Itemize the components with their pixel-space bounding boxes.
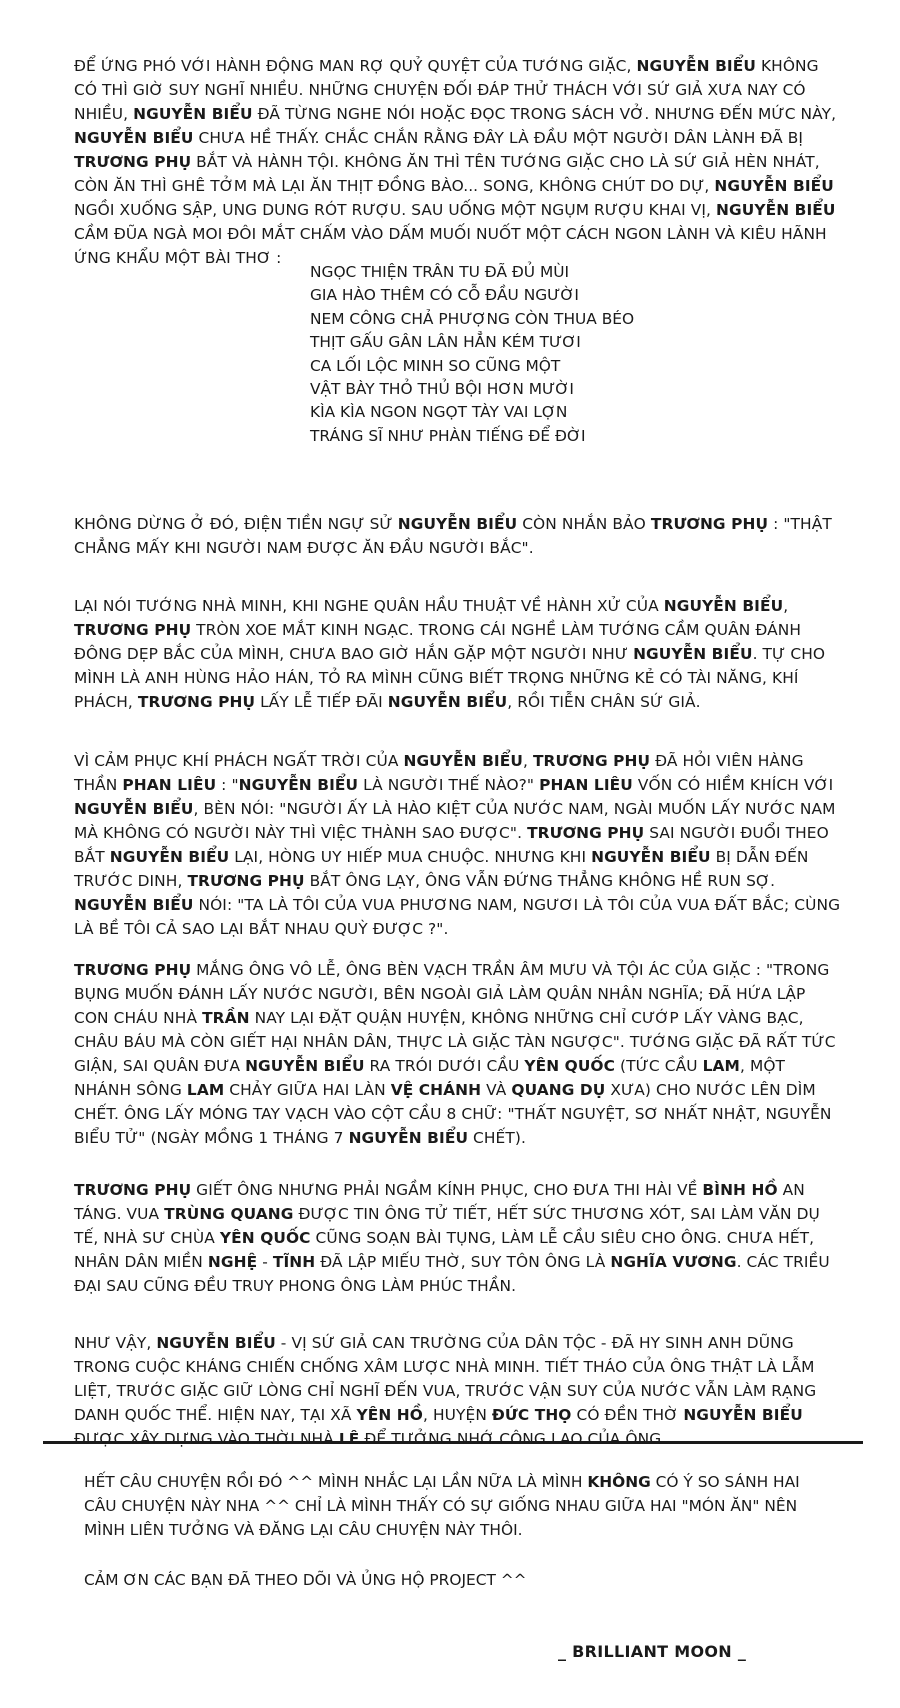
text-run: ĐƯỢC XÂY DỰNG VÀO THỜI NHÀ (74, 1430, 339, 1448)
bold-name: NGUYỄN BIỂU (348, 1129, 469, 1147)
text-run: , RỒI TIỄN CHÂN SỨ GIẢ. (507, 693, 701, 711)
text-run: ĐÃ HỎI VIÊN HÀNG THẦN (74, 752, 804, 794)
story-paragraph (74, 1331, 844, 1451)
text-run: - VỊ SỨ GIẢ CAN TRƯỜNG CỦA DÂN TỘC - ĐÃ HY SINH ANH DŨNG TRONG CUỘC KHÁNG CHIẾN CHỐNG XÂM LƯỢC NHÀ MINH. TIẾT THÁO CỦA ÔNG THẬT LÀ LẪM LIỆT, TRƯỚC GIẶC GIỮ LÒNG CHỈ NGHĨ ĐẾN VUA, TRƯỚC VẬN SUY CỦA NƯỚC VẪN LÀM RẠNG DANH QUỐC THỂ. HIỆN NAY, TẠI XÃ (74, 1334, 817, 1424)
bold-name: PHAN LIÊU (122, 776, 217, 794)
text-run: CÓ ĐỀN THỜ (571, 1406, 684, 1424)
text-run: NHƯ VẬY, (74, 1334, 157, 1352)
story-paragraph (74, 749, 844, 941)
text-run: NÓI: "TA LÀ TÔI CỦA VUA PHƯƠNG NAM, NGƯƠI LÀ TÔI CỦA VUA ĐẤT BẮC; CÙNG LÀ BỀ TÔI CẢ SAO LẠI BẮT NHAU QUỲ ĐƯỢC ?". (74, 896, 841, 938)
bold-name: NGUYỄN BIỂU (663, 597, 784, 615)
bold-name: YÊN HỒ (356, 1406, 423, 1424)
bold-name: NGUYỄN BIỂU (716, 201, 836, 219)
bold-name: NGHĨA VƯƠNG (610, 1253, 737, 1271)
bold-name: LAM (186, 1081, 225, 1099)
bold-name: PHAN LIÊU (539, 776, 633, 794)
text-run: ĐÃ TỪNG NGHE NÓI HOẶC ĐỌC TRONG SÁCH VỞ. NHƯNG ĐẾN MỨC NÀY, (252, 105, 837, 123)
text-run: ĐƯỢC TIN ÔNG TỬ TIẾT, HẾT SỨC THƯƠNG XÓT, SAI LÀM VĂN DỤ TẾ, NHÀ SƯ CHÙA (74, 1205, 820, 1247)
text-run: CHẢY GIỮA HAI LÀN (224, 1081, 391, 1099)
story-paragraph (74, 54, 844, 270)
bold-name: YÊN QUỐC (219, 1229, 311, 1247)
text-run: BỊ DẪN ĐẾN TRƯỚC DINH, (74, 848, 809, 890)
bold-name: NGUYỄN BIỂU (591, 848, 711, 866)
divider (43, 1441, 863, 1444)
text-run: LẠI, HÒNG UY HIẾP MUA CHUỘC. NHƯNG KHI (229, 848, 592, 866)
text-run: , BÈN NÓI: "NGƯỜI ẤY LÀ HÀO KIỆT CỦA NƯỚC NAM, NGÀI MUỐN LẤY NƯỚC NAM MÀ KHÔNG CÓ NGƯỜI NÀY THÌ VIỆC THÀNH SAO ĐƯỢC". (74, 800, 836, 842)
text-run: BẮT VÀ HÀNH TỘI. KHÔNG ĂN THÌ TÊN TƯỚNG GIẶC CHO LÀ SỨ GIẢ HÈN NHÁT, CÒN ĂN THÌ GHÊ TỞM MÀ LẠI ĂN THỊT ĐỒNG BÀO... SONG, KHÔNG CHÚT DO DỰ, (74, 153, 820, 195)
poem-line: NGỌC THIỆN TRÂN TU ĐÃ ĐỦ MÙI (310, 263, 570, 281)
text-run: (TỨC CẦU (615, 1057, 703, 1075)
poem-line: VẬT BÀY THỎ THỦ BỘI HƠN MƯỜI (310, 380, 574, 399)
text-run: CHẾT). (468, 1129, 526, 1147)
text-run: XƯA) CHO NƯỚC LÊN DÌM CHẾT. ÔNG LẤY MÓNG TAY VẠCH VÀO CỘT CẦU 8 CHỮ: "THẤT NGUYỆT, SƠ NHẤT NHẬT, NGUYỄN BIỂU TỬ" (NGÀY MỒNG 1 THÁNG 7 (74, 1081, 832, 1147)
story-paragraph (74, 512, 844, 560)
bold-name: QUANG DỤ (511, 1081, 606, 1099)
text-run: HẾT CÂU CHUYỆN RỒI ĐÓ ^^ MÌNH NHẮC LẠI LẦN NỮA LÀ MÌNH (84, 1473, 588, 1491)
bold-name: TRẦN (202, 1009, 250, 1027)
text-run: RA TRÓI DƯỚI CẦU (364, 1057, 525, 1075)
text-run: MẮNG ÔNG VÔ LỄ, ÔNG BÈN VẠCH TRẦN ÂM MƯU VÀ TỘI ÁC CỦA GIẶC : "TRONG BỤNG MUỐN ĐÁNH LẤY NƯỚC NGƯỜI, BÊN NGOÀI GIẢ LÀM QUÂN NHÂN NGHĨA; ĐÃ HỨA LẬP CON CHÁU NHÀ (74, 961, 830, 1027)
text-run: TRÒN XOE MẮT KINH NGẠC. TRONG CÁI NGHỀ LÀM TƯỚNG CẦM QUÂN ĐÁNH ĐÔNG DẸP BẮC CỦA MÌNH, CHƯA BAO GIỜ HẮN GẶP MỘT NGƯỜI NHƯ (74, 621, 802, 663)
bold-name: NGUYỄN BIỂU (714, 177, 834, 195)
bold-name: NGUYỄN BIỂU (387, 693, 508, 711)
text-run: - (257, 1253, 273, 1271)
story-paragraph (74, 958, 844, 1150)
bold-name: TRƯƠNG PHỤ (137, 693, 256, 711)
bold-name: NGUYỄN BIỂU (133, 105, 253, 123)
text-run: , MỘT NHÁNH SÔNG (74, 1057, 786, 1099)
bold-name: NGUYỄN BIỂU (109, 848, 230, 866)
bold-name: TRÙNG QUANG (164, 1205, 294, 1223)
text-run: CÓ Ý SO SÁNH HAI CÂU CHUYỆN NÀY NHA ^^ CHỈ LÀ MÌNH THẤY CÓ SỰ GIỐNG NHAU GIỮA HAI "MÓN ĂN" NÊN MÌNH LIÊN TƯỞNG VÀ ĐĂNG LẠI CÂU CHUYỆN NÀY THÔI. (84, 1473, 800, 1539)
text-run: CẢM ƠN CÁC BẠN ĐÃ THEO DÕI VÀ ỦNG HỘ PROJECT ^^ (84, 1571, 527, 1589)
bold-name: NGHỆ (207, 1253, 258, 1271)
story-paragraph (74, 1178, 844, 1298)
bold-name: TRƯƠNG PHỤ (532, 752, 651, 770)
poem (310, 261, 730, 448)
text-run: : "THẬT CHẲNG MẤY KHI NGƯỜI NAM ĐƯỢC ĂN ĐẦU NGƯỜI BẮC". (74, 515, 832, 557)
thanks-note (84, 1568, 804, 1592)
bold-name: NGUYỄN BIỂU (238, 776, 359, 794)
text-run: CŨNG SOẠN BÀI TỤNG, LÀM LỄ CẦU SIÊU CHO ÔNG. CHƯA HẾT, NHÂN DÂN MIỀN (74, 1229, 815, 1271)
poem-line: THỊT GẤU GÂN LÂN HẲN KÉM TƯƠI (310, 333, 581, 352)
bold-name: TRƯƠNG PHỤ (74, 153, 192, 171)
text-run: CẦM ĐŨA NGÀ MOI ĐÔI MẮT CHẤM VÀO DẤM MUỐI NUỐT MỘT CÁCH NGON LÀNH VÀ KIÊU HÃNH ỨNG KHẨU MỘT BÀI THƠ : (74, 225, 827, 267)
bold-name: NGUYỄN BIỂU (683, 1406, 803, 1424)
bold-name: NGUYỄN BIỂU (636, 57, 756, 75)
text-run: , (783, 597, 789, 615)
signature: _ BRILLIANT MOON _ (558, 1642, 747, 1661)
text-run: AN TÁNG. VUA (74, 1181, 805, 1223)
text-run: ĐỂ ỨNG PHÓ VỚI HÀNH ĐỘNG MAN RỢ QUỶ QUYỆT CỦA TƯỚNG GIẶC, (74, 57, 637, 75)
poem-line: TRÁNG SĨ NHƯ PHÀN TIẾNG ĐỂ ĐỜI (310, 426, 586, 445)
poem-line: NEM CÔNG CHẢ PHƯỢNG CÒN THUA BÉO (310, 309, 635, 328)
bold-name: KHÔNG (587, 1473, 651, 1491)
bold-name: TRƯƠNG PHỤ (650, 515, 769, 533)
text-run: SAI NGƯỜI ĐUỔI THEO BẮT (74, 824, 829, 866)
bold-name: NGUYỄN BIỂU (156, 1334, 276, 1352)
text-run: . TỰ CHO MÌNH LÀ ANH HÙNG HẢO HÁN, TỎ RA MÌNH CŨNG BIẾT TRỌNG NHỮNG KẺ CÓ TÀI NĂNG, KHÍ PHÁCH, (74, 645, 826, 711)
text-run: BẮT ÔNG LẠY, ÔNG VẪN ĐỨNG THẲNG KHÔNG HỀ RUN SỢ. (304, 872, 776, 890)
bold-name: TRƯƠNG PHỤ (187, 872, 305, 890)
text-run: VỐN CÓ HIỀM KHÍCH VỚI (632, 776, 834, 794)
bold-name: NGUYỄN BIỂU (633, 645, 753, 663)
text-run: VÌ CẢM PHỤC KHÍ PHÁCH NGẤT TRỜI CỦA (74, 752, 404, 770)
story-paragraph (74, 594, 844, 714)
text-run: LẠI NÓI TƯỚNG NHÀ MINH, KHI NGHE QUÂN HẦU THUẬT VỀ HÀNH XỬ CỦA (74, 597, 664, 615)
bold-name: TRƯƠNG PHỤ (74, 961, 192, 979)
bold-name: NGUYỄN BIỂU (245, 1057, 365, 1075)
bold-name: NGUYỄN BIỂU (403, 752, 523, 770)
text-run: , HUYỆN (422, 1406, 492, 1424)
poem-line: KÌA KÌA NGON NGỌT TÀY VAI LỢN (310, 403, 568, 422)
bold-name: LÊ (338, 1430, 360, 1448)
text-run: NGỒI XUỐNG SẬP, UNG DUNG RÓT RƯỢU. SAU UỐNG MỘT NGỤM RƯỢU KHAI VỊ, (74, 201, 717, 219)
bold-name: NGUYỄN BIỂU (397, 515, 518, 533)
bold-name: TRƯƠNG PHỤ (74, 621, 192, 639)
poem-line: CA LỐI LỘC MINH SO CŨNG MỘT (310, 356, 561, 375)
bold-name: BÌNH HỒ (702, 1181, 778, 1199)
translator-note (84, 1470, 804, 1542)
bold-name: TĨNH (272, 1253, 316, 1271)
text-run: VÀ (481, 1081, 512, 1099)
bold-name: TRƯƠNG PHỤ (74, 1181, 192, 1199)
bold-name: VỆ CHÁNH (390, 1081, 482, 1099)
text-run: ĐỂ TƯỞNG NHỚ CÔNG LAO CỦA ÔNG. (359, 1430, 667, 1448)
text-run: GIẾT ÔNG NHƯNG PHẢI NGẦM KÍNH PHỤC, CHO ĐƯA THI HÀI VỀ (191, 1181, 703, 1199)
bold-name: NGUYỄN BIỂU (74, 800, 194, 818)
text-run: , (522, 752, 533, 770)
bold-name: ĐỨC THỌ (491, 1406, 572, 1424)
text-run: ĐÃ LẬP MIẾU THỜ, SUY TÔN ÔNG LÀ (315, 1253, 611, 1271)
bold-name: LAM (702, 1057, 740, 1075)
bold-name: TRƯƠNG PHỤ (527, 824, 645, 842)
text-run: . CÁC TRIỀU ĐẠI SAU CŨNG ĐỀU TRUY PHONG ÔNG LÀM PHÚC THẦN. (74, 1253, 830, 1295)
poem-line: GIA HÀO THÊM CÓ CỖ ĐẦU NGƯỜI (310, 286, 579, 305)
text-run: NAY LẠI ĐẶT QUẬN HUYỆN, KHÔNG NHỮNG CHỈ CƯỚP LẤY VÀNG BẠC, CHÂU BÁU MÀ CÒN GIẾT HẠI NHÂN DÂN, THỰC LÀ GIẶC TÀN NGƯỢC". TƯỚNG GIẶC ĐÃ RẤT TỨC GIẬN, SAI QUÂN ĐƯA (74, 1009, 836, 1075)
text-run: CÒN NHẮN BẢO (517, 515, 651, 533)
bold-name: YÊN QUỐC (524, 1057, 616, 1075)
text-run: KHÔNG CÓ THÌ GIỜ SUY NGHĨ NHIỀU. NHỮNG CHUYỆN ĐỐI ĐÁP THỬ THÁCH VỚI SỨ GIẢ XƯA NAY CÓ NHIỀU, (74, 57, 819, 123)
bold-name: NGUYỄN BIỂU (74, 129, 194, 147)
text-run: LẤY LỄ TIẾP ĐÃI (255, 693, 388, 711)
text-run: CHƯA HỀ THẤY. CHẮC CHẮN RẰNG ĐÂY LÀ ĐẦU MỘT NGƯỜI DÂN LÀNH ĐÃ BỊ (193, 129, 804, 147)
text-run: KHÔNG DỪNG Ở ĐÓ, ĐIỆN TIỀN NGỰ SỬ (74, 515, 398, 533)
bold-name: NGUYỄN BIỂU (74, 896, 194, 914)
text-run: : " (216, 776, 239, 794)
text-run: LÀ NGƯỜI THẾ NÀO?" (358, 776, 540, 794)
